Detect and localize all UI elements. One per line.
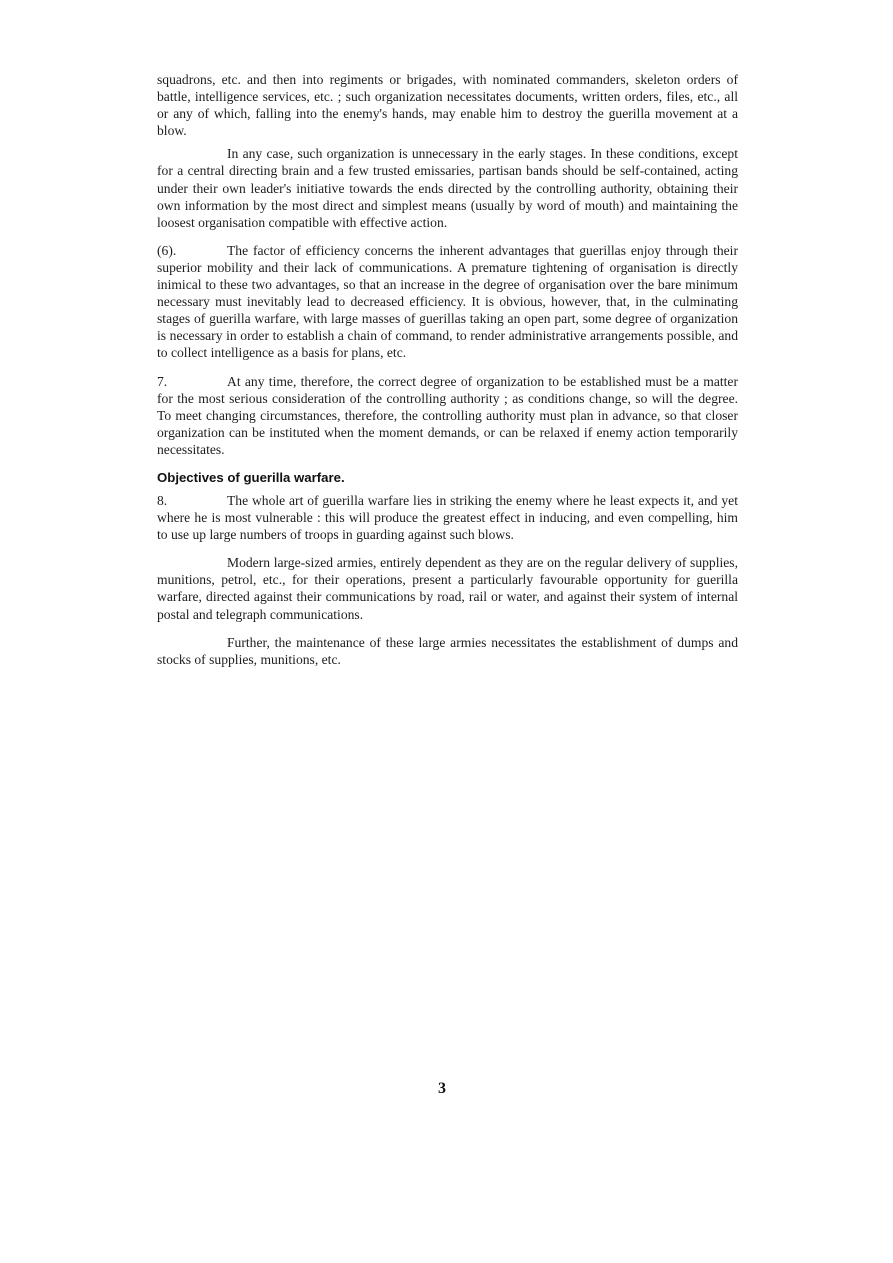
paragraph-dumps: Further, the maintenance of these large armies necessitates the establishment of dumps and stocks of supplies, munitions, etc. (157, 634, 738, 667)
paragraph-text: At any time, therefore, the correct degree of organization to be established must be a matter for the most serious consideration of the controlling authority ; as conditions change, so will the degree. To meet changing circumstances, therefore, the controlling authority must plan in advance, so that closer organization can be instituted when the moment demands, or can be relaxed if enemy action temporarily necessitates. (157, 373, 738, 457)
section-heading: Objectives of guerilla warfare. (157, 469, 345, 485)
paragraph-early-stages: In any case, such organization is unnecessary in the early stages. In these conditions, except for a central directing brain and a few trusted emissaries, partisan bands should be self-contained, acting under their own leader's initiative towards the ends directed by the controlling authority, obtaining their own information by the most direct and simplest means (usually by word of mouth) and maintaining the loosest organisation compatible with effective action. (157, 146, 738, 230)
paragraph-number: 8. (157, 492, 168, 508)
paragraph-text: The whole art of guerilla warfare lies in striking the enemy where he least expects it, and yet where he is most vulnerable : this will produce the greatest effect in inducing, and even compelling, him to use up large numbers of troops in guarding against such blows. (157, 492, 738, 543)
paragraph-continued: squadrons, etc. and then into regiments or brigades, with nominated commanders, skeleton orders of battle, intelligence services, etc. ; such organization necessitates documents, written orders, files, etc., all or any of which, falling into the enemy's hands, may enable him to destroy the guerilla movement at a blow. (157, 72, 738, 139)
paragraph-text: The factor of efficiency concerns the inherent advantages that guerillas enjoy through their superior mobility and their lack of communications. A premature tightening of organisation is directly inimical to these two advantages, so that an increase in the degree of organisation over the bare minimum necessary must inevitably lead to decreased efficiency. It is obvious, however, that, in the culminating stages of guerilla warfare, with large masses of guerillas taking an open part, some degree of organization is necessary in order to establish a chain of command, to render administrative arrangements possible, and to collect intelligence as a basis for plans, etc. (157, 242, 738, 361)
paragraph-modern-armies: Modern large-sized armies, entirely dependent as they are on the regular delivery of supplies, munitions, petrol, etc., for their operations, present a particularly favourable opportunity for guerilla warfare, directed against their communications by road, rail or water, and against their system of internal postal and telegraph communications. (157, 555, 738, 622)
body-text (157, 71, 738, 668)
page-number: 3 (438, 1080, 446, 1097)
paragraph-number: (6). (157, 242, 177, 258)
paragraph-7-degree (157, 373, 738, 458)
paragraph-number: 7. (157, 373, 168, 389)
paragraph-6-efficiency (157, 242, 738, 362)
paragraph-8-objectives (157, 492, 738, 543)
